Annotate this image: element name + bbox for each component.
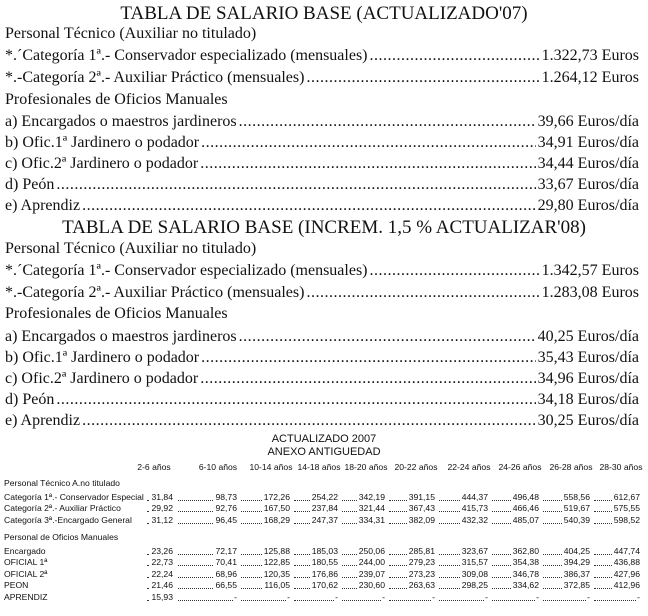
table-row (4, 503, 644, 514)
table-cell (342, 557, 385, 568)
salary-value: 29,80 Euros/día (537, 197, 639, 214)
table-cell (439, 580, 488, 591)
salary-value: 39,66 Euros/día (537, 113, 639, 130)
table-cell (543, 580, 590, 591)
salary-row (5, 411, 639, 431)
cell-value: 31,12 (151, 514, 173, 525)
table-cell (389, 569, 435, 580)
cell-value: 436,88 (613, 557, 640, 568)
table-cell (342, 492, 385, 503)
cell-value: 285,81 (408, 546, 435, 556)
cell-value: 263,63 (408, 580, 435, 591)
cell-value: 172,26 (263, 492, 290, 502)
salary-label: b) Ofic.1ª Jardinero o podador (5, 134, 200, 151)
column-header: 28-30 años (599, 462, 643, 472)
cell-value: - (382, 591, 385, 602)
cell-value: - (536, 591, 539, 602)
cell-value: 68,96 (215, 568, 237, 579)
table-cell (294, 546, 338, 557)
table-cell (594, 592, 640, 603)
column-header: 24-26 años (498, 462, 542, 472)
dot-leader (82, 411, 536, 431)
cell-value: 519,67 (563, 503, 590, 514)
salary-row (5, 68, 639, 88)
cell-value: 170,62 (311, 580, 338, 591)
cell-value: 372,85 (563, 580, 590, 591)
table-cell (147, 580, 173, 591)
cell-value: 367,43 (408, 503, 435, 514)
table-cell (241, 592, 290, 603)
cell-value: - (637, 591, 640, 602)
salary-row (5, 390, 639, 410)
dot-leader (200, 369, 535, 389)
cell-value: 120,35 (263, 568, 290, 579)
table-cell (439, 569, 488, 580)
cell-value: 415,73 (461, 503, 488, 514)
cell-value: 22,73 (151, 557, 173, 568)
dot-leader (370, 261, 540, 281)
salary-row (5, 133, 639, 153)
table-cell (439, 515, 488, 526)
table1-section-tecnico: Personal Técnico (Auxiliar no titulado) (5, 25, 257, 42)
cell-value: 122,85 (263, 557, 290, 568)
dot-leader (370, 46, 540, 66)
cell-value: 362,80 (512, 546, 539, 556)
cell-value: 309,08 (461, 568, 488, 579)
cell-value: 334,62 (512, 580, 539, 591)
cell-value: 176,86 (311, 568, 338, 579)
salary-row (5, 154, 639, 174)
cell-value: 346,78 (512, 568, 539, 579)
dot-leader (306, 68, 539, 88)
dot-leader (239, 327, 536, 347)
table-cell (241, 546, 290, 557)
cell-value: 96,45 (215, 514, 237, 525)
table-cell (594, 557, 640, 568)
cell-value: 244,00 (358, 557, 385, 568)
table-cell (543, 592, 590, 603)
table-cell (294, 492, 338, 503)
dot-leader (239, 112, 536, 132)
salary-row (5, 175, 639, 195)
table-cell (492, 503, 539, 514)
table-cell (178, 546, 237, 557)
salary-label: *.´Categoría 1ª.- Conservador especializado (mensuales) (5, 47, 368, 64)
cell-value: 354,38 (512, 557, 539, 568)
row-label: Categoría 2ª.- Auxiliar Práctico (4, 503, 121, 514)
table-cell (492, 557, 539, 568)
table-cell (178, 515, 237, 526)
table-cell (492, 569, 539, 580)
table-cell (543, 546, 590, 557)
cell-value: - (335, 591, 338, 602)
dot-leader (82, 196, 536, 216)
table1-section-oficios: Profesionales de Oficios Manuales (5, 91, 228, 108)
row-label: Categoría 3ª.-Encargado General (4, 514, 132, 525)
table-cell (492, 580, 539, 591)
salary-row (5, 327, 639, 347)
salary-value: 33,67 Euros/día (537, 176, 639, 193)
table-cell (342, 546, 385, 557)
cell-value: 598,52 (613, 514, 640, 525)
salary-value: 35,43 Euros/día (537, 349, 639, 366)
table-cell (294, 580, 338, 591)
cell-value: 66,55 (215, 580, 237, 591)
cell-value: 612,67 (613, 492, 640, 502)
table2-section-tecnico: Personal Técnico (Auxiliar no titulado) (5, 240, 257, 257)
salary-label: *.-Categoría 2ª.- Auxiliar Práctico (mensuales) (5, 69, 305, 86)
table-cell (342, 569, 385, 580)
salary-value: 34,44 Euros/día (537, 155, 639, 172)
dot-leader (200, 154, 535, 174)
table-cell (147, 592, 173, 603)
cell-value: 185,03 (311, 546, 338, 556)
cell-value: 125,88 (263, 546, 290, 556)
table-cell (439, 546, 488, 557)
cell-value: 394,29 (563, 557, 590, 568)
table-cell (543, 515, 590, 526)
cell-value: 323,67 (461, 546, 488, 556)
salary-label: e) Aprendiz (5, 197, 81, 214)
cell-value: 575,55 (613, 503, 640, 514)
table-cell (178, 580, 237, 591)
cell-value: 447,74 (613, 546, 640, 556)
cell-value: 321,44 (358, 503, 385, 514)
cell-value: - (287, 591, 290, 602)
table-cell (294, 569, 338, 580)
salary-row (5, 283, 639, 303)
table-cell (241, 492, 290, 503)
table-row (4, 592, 644, 603)
row-label: OFICIAL 2ª (4, 568, 48, 579)
cell-value: 239,07 (358, 568, 385, 579)
table-cell (294, 557, 338, 568)
table2-title: TABLA DE SALARIO BASE (INCREM. 1,5 % ACTUALIZAR'08) (62, 217, 586, 238)
table-row (4, 569, 644, 580)
table-row (4, 492, 644, 503)
table-cell (492, 492, 539, 503)
table-cell (389, 546, 435, 557)
table-cell (594, 492, 640, 503)
cell-value: 427,96 (613, 568, 640, 579)
column-header: 26-28 años (549, 462, 593, 472)
cell-value: 168,29 (263, 514, 290, 525)
salary-value: 34,18 Euros/día (537, 391, 639, 408)
antiguedad-subtitle: ANEXO ANTIGUEDAD (267, 446, 381, 458)
cell-value: 485,07 (512, 514, 539, 525)
table-cell (439, 492, 488, 503)
column-header: 22-24 años (447, 462, 491, 472)
salary-label: a) Encargados o maestros jardineros (5, 328, 237, 345)
table-cell (389, 503, 435, 514)
salary-value: 40,25 Euros/día (537, 328, 639, 345)
table-cell (543, 557, 590, 568)
cell-value: 298,25 (461, 580, 488, 591)
salary-row (5, 46, 639, 66)
table-cell (492, 546, 539, 557)
dot-leader (56, 175, 535, 195)
table-cell (389, 580, 435, 591)
salary-label: *.´Categoría 1ª.- Conservador especializado (mensuales) (5, 262, 368, 279)
cell-value: 98,73 (215, 492, 237, 502)
cell-value: 31,84 (151, 492, 173, 502)
salary-label: d) Peón (5, 176, 55, 193)
salary-value: 1.283,08 Euros (541, 284, 639, 301)
table-cell (342, 503, 385, 514)
cell-value: 247,37 (311, 514, 338, 525)
table1-title: TABLA DE SALARIO BASE (ACTUALIZADO'07) (120, 3, 528, 24)
table-cell (543, 569, 590, 580)
table-cell (147, 546, 173, 557)
table-cell (294, 503, 338, 514)
salary-row (5, 348, 639, 368)
table-cell (147, 492, 173, 503)
column-header: 6-10 años (198, 462, 238, 472)
table-cell (389, 492, 435, 503)
cell-value: 558,56 (563, 492, 590, 502)
table2-section-oficios: Profesionales de Oficios Manuales (5, 305, 228, 322)
salary-value: 1.264,12 Euros (541, 69, 639, 86)
table-cell (342, 580, 385, 591)
salary-label: c) Ofic.2ª Jardinero o podador (5, 370, 199, 387)
cell-value: 334,31 (358, 514, 385, 525)
cell-value: 22,24 (151, 568, 173, 579)
row-label: OFICIAL 1ª (4, 557, 48, 568)
cell-value: 29,92 (151, 503, 173, 514)
table-cell (594, 515, 640, 526)
cell-value: 254,22 (311, 492, 338, 502)
salary-label: c) Ofic.2ª Jardinero o podador (5, 155, 199, 172)
table-cell (342, 515, 385, 526)
table-cell (439, 557, 488, 568)
dot-leader (201, 133, 536, 153)
antiguedad-section: Personal de Oficios Manuales (4, 532, 119, 542)
cell-value: 386,37 (563, 568, 590, 579)
row-label: APRENDIZ (4, 591, 48, 602)
salary-label: e) Aprendiz (5, 412, 81, 429)
cell-value: 92,76 (215, 503, 237, 514)
cell-value: 382,09 (408, 514, 435, 525)
salary-value: 34,96 Euros/día (537, 370, 639, 387)
cell-value: - (234, 591, 237, 602)
antiguedad-section: Personal Técnico A.no titulado (4, 478, 120, 488)
table-cell (594, 569, 640, 580)
table-cell (178, 503, 237, 514)
salary-label: *.-Categoría 2ª.- Auxiliar Práctico (mensuales) (5, 284, 305, 301)
cell-value: 404,25 (563, 546, 590, 556)
cell-value: 540,39 (563, 514, 590, 525)
table-cell (294, 515, 338, 526)
column-header: 18-20 años (344, 462, 388, 472)
cell-value: 391,15 (408, 492, 435, 502)
salary-label: a) Encargados o maestros jardineros (5, 113, 237, 130)
table-cell (241, 580, 290, 591)
cell-value: - (587, 591, 590, 602)
cell-value: 167,50 (263, 503, 290, 514)
salary-row (5, 261, 639, 281)
row-label: Encargado (4, 546, 46, 556)
table-cell (147, 503, 173, 514)
table-cell (241, 557, 290, 568)
dot-leader (306, 283, 539, 303)
cell-value: 21,46 (151, 580, 173, 591)
table-row (4, 557, 644, 568)
table-cell (543, 492, 590, 503)
table-row (4, 580, 644, 591)
table-cell (147, 569, 173, 580)
table-cell (178, 592, 237, 603)
table-cell (492, 515, 539, 526)
table-cell (147, 515, 173, 526)
cell-value: 444,37 (461, 492, 488, 502)
table-cell (178, 557, 237, 568)
table-cell (594, 503, 640, 514)
cell-value: 432,32 (461, 514, 488, 525)
salary-value: 30,25 Euros/día (537, 412, 639, 429)
row-label: PEON (4, 580, 29, 591)
table-cell (389, 515, 435, 526)
table-cell (439, 503, 488, 514)
table-cell (147, 557, 173, 568)
column-header: 10-14 años (249, 462, 293, 472)
cell-value: 116,05 (264, 580, 290, 591)
table-cell (389, 557, 435, 568)
table-cell (492, 592, 539, 603)
cell-value: 70,41 (215, 557, 237, 568)
row-label: Categoría 1ª.- Conservador Especial (4, 492, 144, 502)
column-header: 2-6 años (137, 462, 171, 472)
cell-value: 315,57 (461, 557, 488, 568)
salary-label: b) Ofic.1ª Jardinero o podador (5, 349, 200, 366)
table-cell (294, 592, 338, 603)
table-cell (241, 515, 290, 526)
cell-value: 496,48 (512, 492, 539, 502)
table-cell (594, 580, 640, 591)
table-row (4, 546, 644, 557)
table-cell (389, 592, 435, 603)
salary-row (5, 369, 639, 389)
column-header: 14-18 años (297, 462, 341, 472)
table-cell (178, 569, 237, 580)
cell-value: 230,60 (358, 580, 385, 591)
table-cell (594, 546, 640, 557)
cell-value: - (432, 591, 435, 602)
cell-value: 250,06 (358, 546, 385, 556)
salary-value: 1.342,57 Euros (541, 262, 639, 279)
cell-value: 342,19 (358, 492, 385, 502)
cell-value: - (485, 591, 488, 602)
table-cell (342, 592, 385, 603)
cell-value: 237,84 (311, 503, 338, 514)
salary-value: 34,91 Euros/día (537, 134, 639, 151)
salary-label: d) Peón (5, 391, 55, 408)
salary-row (5, 112, 639, 132)
cell-value: 72,17 (215, 546, 237, 556)
table-row (4, 515, 644, 526)
table-cell (241, 503, 290, 514)
table-cell (178, 492, 237, 503)
table-cell (439, 592, 488, 603)
cell-value: 180,55 (311, 557, 338, 568)
antiguedad-title: ACTUALIZADO 2007 (271, 433, 377, 445)
cell-value: 273,23 (408, 568, 435, 579)
cell-value: 15,93 (151, 591, 173, 602)
salary-value: 1.322,73 Euros (541, 47, 639, 64)
cell-value: 412,96 (613, 580, 640, 591)
cell-value: 279,23 (408, 557, 435, 568)
table-cell (543, 503, 590, 514)
cell-value: 466,46 (512, 503, 539, 514)
column-header: 20-22 años (394, 462, 438, 472)
table-cell (241, 569, 290, 580)
dot-leader (201, 348, 536, 368)
salary-row (5, 196, 639, 216)
cell-value: 23,26 (151, 546, 173, 556)
dot-leader (56, 390, 535, 410)
